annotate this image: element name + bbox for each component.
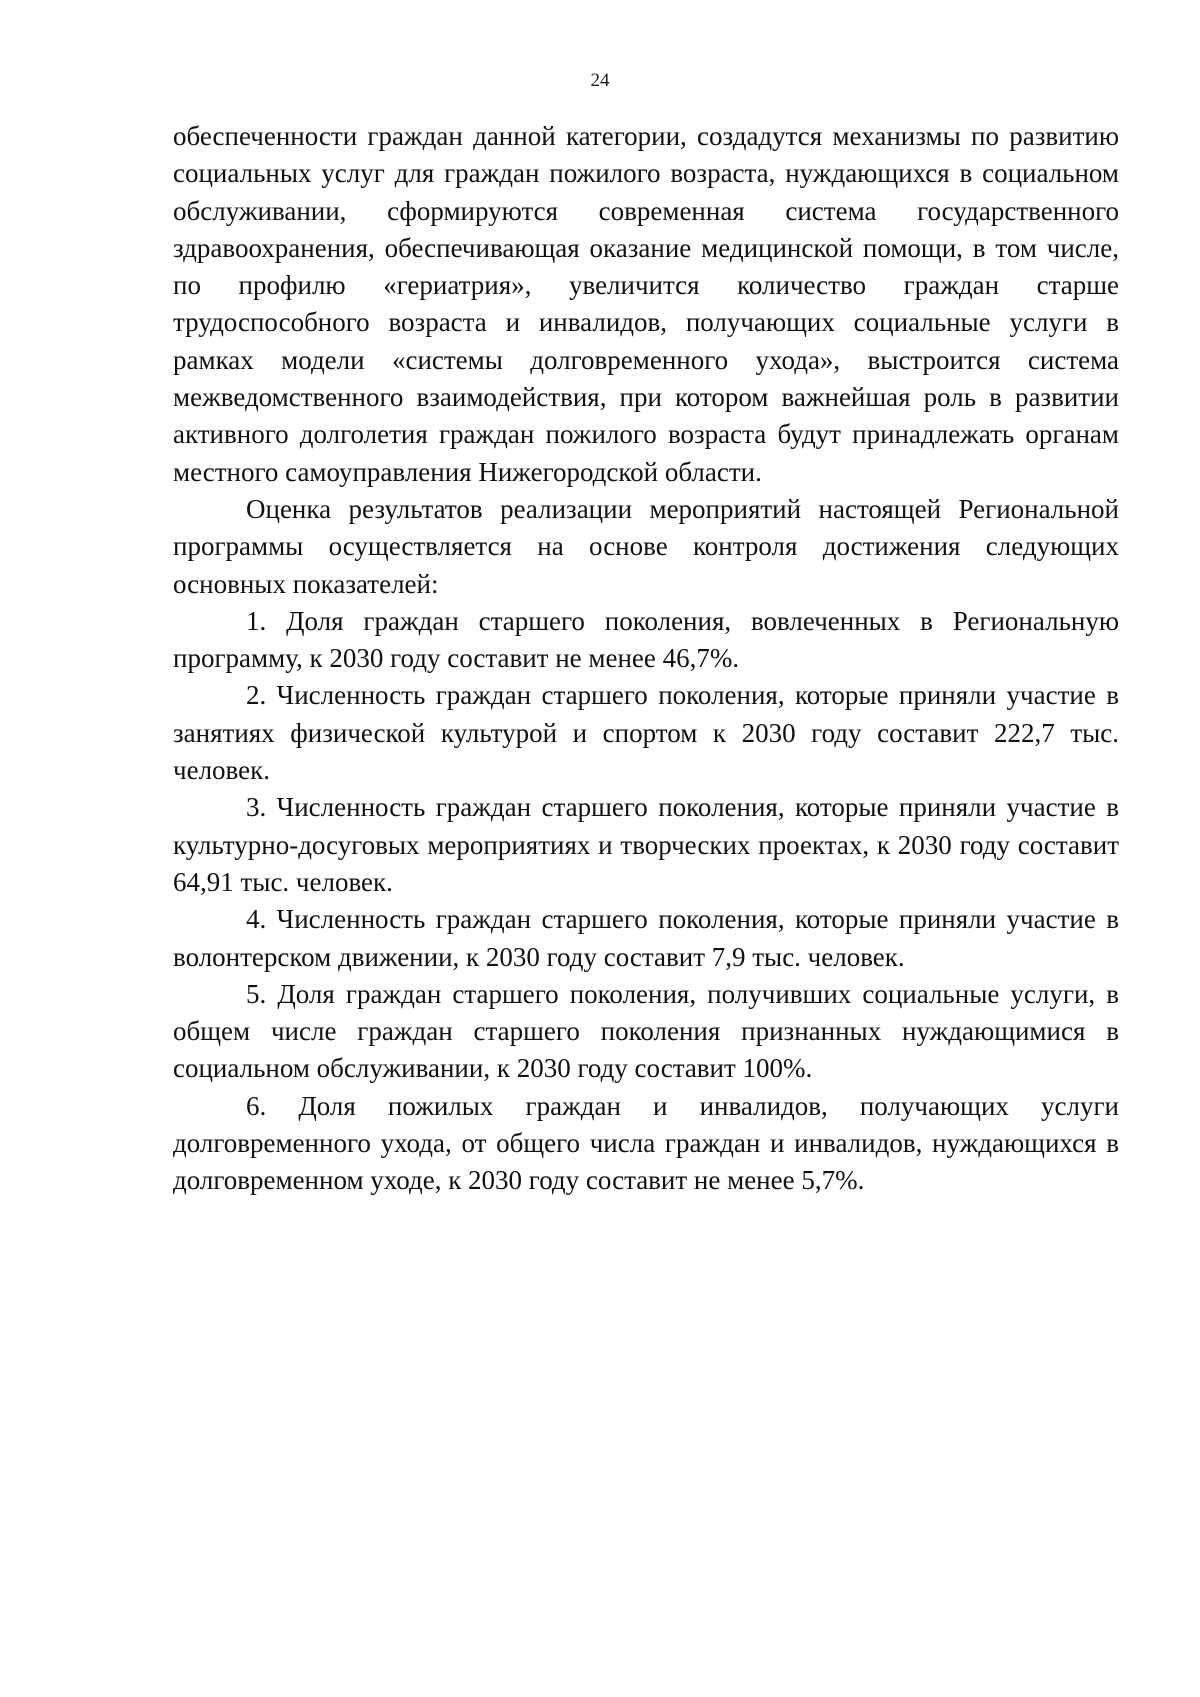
- paragraph-indicator-2: 2. Численность граждан старшего поколения, которые приняли участие в занятиях физической культурой и спортом к 2030 году составит 222,7 тыс. человек.: [173, 680, 1119, 786]
- paragraph-indicator-3: 3. Численность граждан старшего поколения, которые приняли участие в культурно-досуговых мероприятиях и творческих проектах, к 2030 году составит 64,91 тыс. человек.: [173, 792, 1119, 897]
- paragraph-indicator-5: 5. Доля граждан старшего поколения, получивших социальные услуги, в общем числе граждан старшего поколения признанных нуждающимися в социальном обслуживании, к 2030 году составит 100%.: [173, 978, 1119, 1084]
- page-number: 24: [590, 70, 610, 91]
- paragraph-evaluation-intro: Оценка результатов реализации мероприятий настоящей Региональной программы осуществляется на основе контроля достижения следующих основных показателей:: [173, 493, 1119, 599]
- paragraph-indicator-1: 1. Доля граждан старшего поколения, вовлеченных в Региональную программу, к 2030 году составит не менее 46,7%.: [173, 605, 1119, 674]
- paragraph-indicator-4: 4. Численность граждан старшего поколения, которые приняли участие в волонтерском движении, к 2030 году составит 7,9 тыс. человек.: [173, 904, 1119, 972]
- document-body: [173, 118, 1119, 1200]
- paragraph-continuation: обеспеченности граждан данной категории, создадутся механизмы по развитию социальных услуг для граждан пожилого возраста, нуждающихся в социальном обслуживании, сформируются современная система государственного здравоохранения, обеспечивающая оказание медицинской помощи, в том числе, по профилю «гериатрия», увеличится количество граждан старше трудоспособного возраста и инвалидов, получающих социальные услуги в рамках модели «системы долговременного ухода», выстроится система межведомственного взаимодействия, при котором важнейшая роль в развитии активного долголетия граждан пожилого возраста будут принадлежать органам местного самоуправления Нижегородской области.: [173, 121, 1119, 487]
- paragraph-indicator-6: 6. Доля пожилых граждан и инвалидов, получающих услуги долговременного ухода, от общего числа граждан и инвалидов, нуждающихся в долговременном уходе, к 2030 году составит не менее 5,7%.: [173, 1090, 1119, 1196]
